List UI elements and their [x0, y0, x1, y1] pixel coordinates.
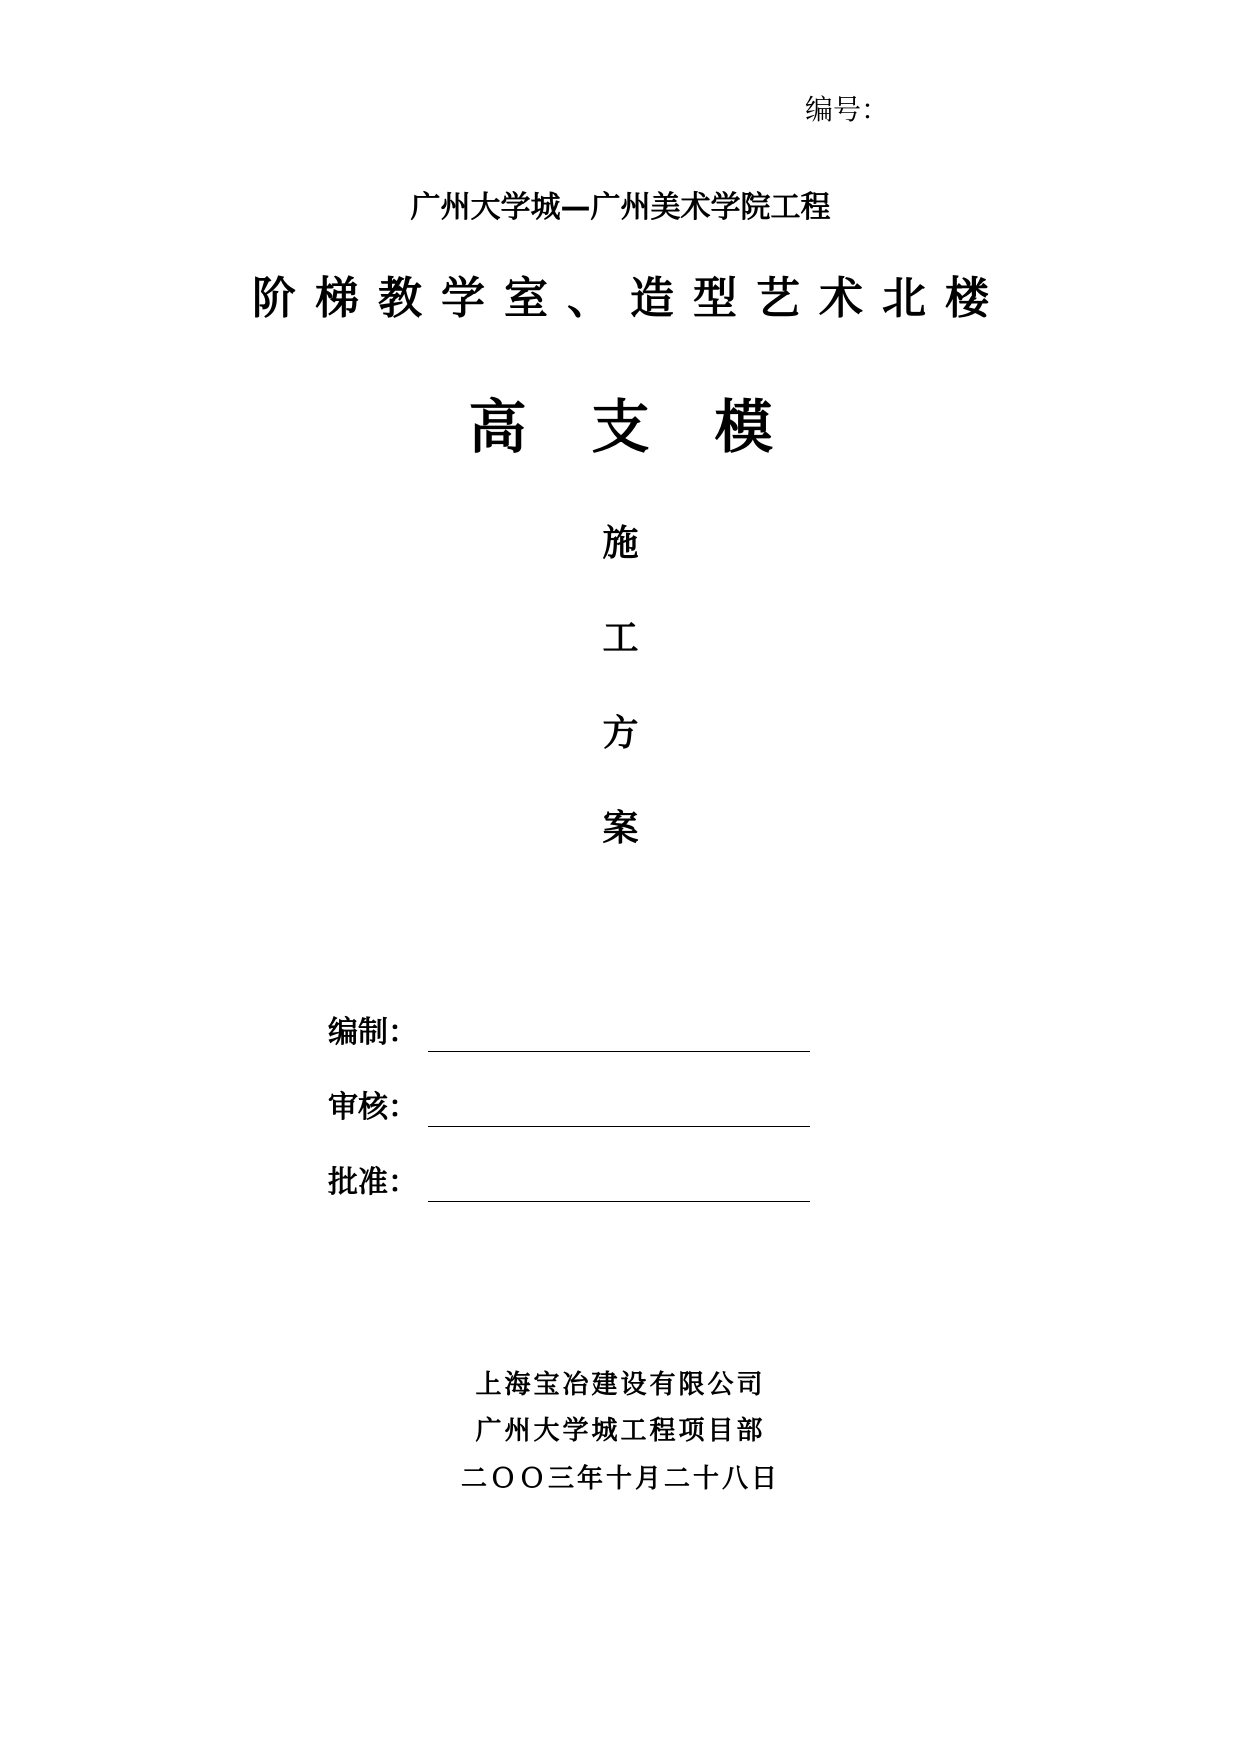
document-date: 二ＯＯ三年十月二十八日	[460, 1464, 780, 1494]
building-name: 阶梯教学室、造型艺术北楼	[252, 273, 1008, 324]
plan-title-char: 方	[602, 712, 639, 754]
signature-row-compiler	[328, 1013, 818, 1053]
compiler-signature-line	[428, 1051, 810, 1052]
signature-row-approver	[328, 1163, 818, 1203]
approver-label: 批准：	[328, 1165, 418, 1200]
signature-row-reviewer	[328, 1088, 818, 1128]
reviewer-signature-line	[428, 1126, 810, 1127]
project-department: 广州大学城工程项目部	[475, 1416, 766, 1446]
company-name: 上海宝冶建设有限公司	[475, 1370, 766, 1400]
reviewer-label: 审核：	[328, 1090, 418, 1125]
compiler-label: 编制：	[328, 1015, 418, 1050]
approver-signature-line	[428, 1201, 810, 1202]
document-number-label: 编号：	[805, 93, 890, 126]
project-name: 广州大学城—广州美术学院工程	[410, 190, 831, 225]
document-title: 高支模	[468, 393, 838, 461]
plan-title-char: 施	[602, 522, 639, 564]
plan-title-char: 案	[602, 807, 639, 849]
plan-title-char: 工	[602, 617, 639, 659]
